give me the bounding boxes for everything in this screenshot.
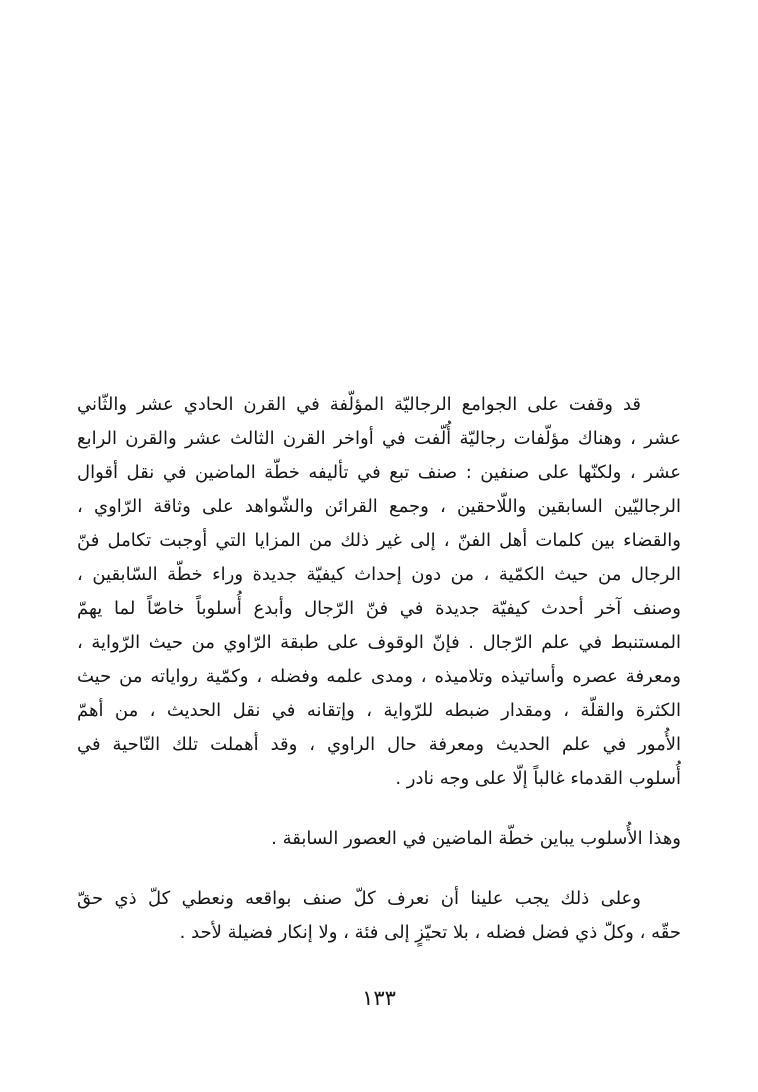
text-line: أُسلوب القدماء غالباً إلّا على وجه نادر . — [395, 768, 681, 789]
text-line: والقضاء بين كلمات أهل الفنّ ، إلى غير ذلك من المزايا التي أوجبت تكامل فنّ — [77, 530, 681, 551]
text-line: الأُمور في علم الحديث ومعرفة حال الراوي ، وقد أهملت تلك النّاحية في — [77, 734, 681, 755]
text-line: ومعرفة عصره وأساتيذه وتلاميذه ، ومدى علمه وفضله ، وكمّية رواياته من حيث — [77, 666, 681, 687]
text-line: قد وقفت على الجوامع الرجاليّة المؤلّفة في القرن الحادي عشر والثّاني — [77, 394, 641, 415]
text-line: الرجال من حيث الكمّية ، من دون إحداث كيفيّة جديدة وراء خطّة السّابقين ، — [77, 564, 681, 585]
text-line: وصنف آخر أحدث كيفيّة جديدة في فنّ الرّجال وأبدع أُسلوباً خاصّاً لما يهمّ — [77, 598, 681, 619]
text-line: الرجاليّين السابقين واللّاحقين ، وجمع القرائن والشّواهد على وثاقة الرّاوي ، — [77, 496, 681, 517]
page-text — [77, 388, 681, 950]
paragraph-2 — [77, 822, 681, 856]
text-line: حقّه ، وكلّ ذي فضل فضله ، بلا تحيّزٍ إلى فئة ، ولا إنكار فضيلة لأحد . — [179, 922, 681, 943]
text-line: وعلى ذلك يجب علينا أن نعرف كلّ صنف بواقعه ونعطي كلّ ذي حقّ — [77, 888, 641, 909]
page-number: ١٣٣ — [362, 986, 396, 1010]
text-line: المستنبط في علم الرّجال . فإنّ الوقوف على طبقة الرّاوي من حيث الرّواية ، — [77, 632, 681, 653]
paragraph-1 — [77, 388, 681, 796]
paragraph-3 — [77, 882, 681, 950]
text-line: عشر ، ولكنّها على صنفين : صنف تبع في تأليفه خطّة الماضين في نقل أقوال — [77, 462, 681, 483]
text-line: وهذا الأُسلوب يباين خطّة الماضين في العصور السابقة . — [271, 828, 681, 849]
text-line: الكثرة والقلّة ، ومقدار ضبطه للرّواية ، وإتقانه في نقل الحديث ، من أهمّ — [77, 700, 681, 721]
text-line: عشر ، وهناك مؤلّفات رجاليّة أُلّفت في أواخر القرن الثالث عشر والقرن الرابع — [77, 428, 681, 449]
